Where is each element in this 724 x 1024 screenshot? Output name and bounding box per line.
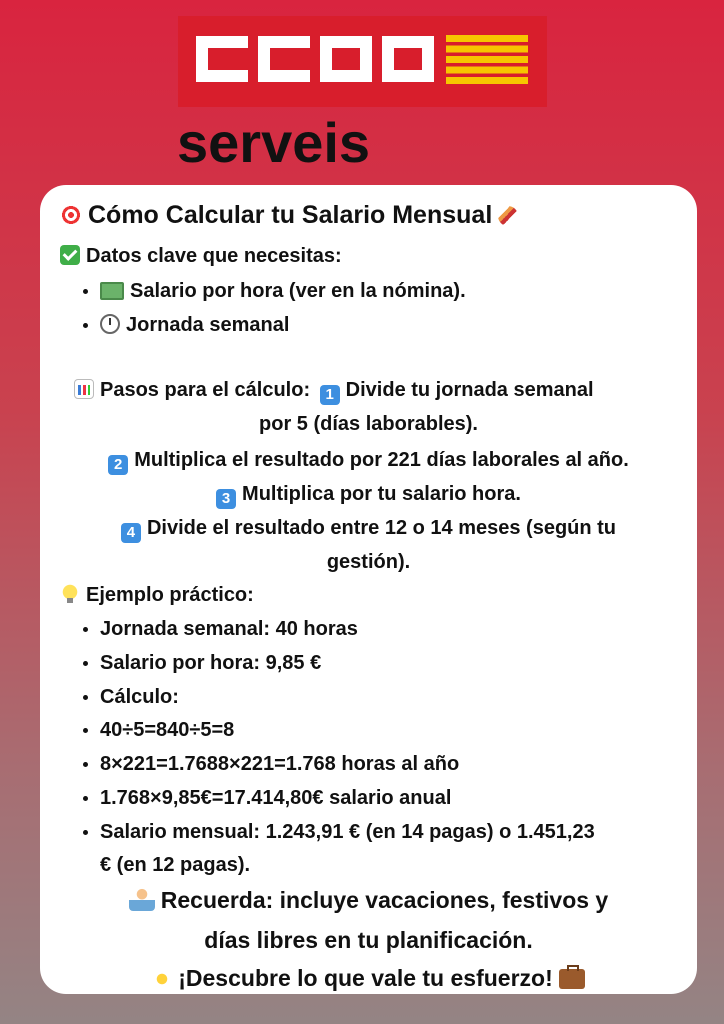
logo-letter-c2 (258, 36, 310, 82)
key-data-item (100, 278, 466, 304)
example-item: 8×221=1.7688×221=1.768 horas al año (100, 753, 460, 775)
step2-row (40, 447, 697, 475)
reminder-text-a: Recuerda: incluye vacaciones, festivos y (160, 887, 609, 913)
bulb-icon (60, 584, 80, 604)
example-item: Cálculo: (100, 686, 179, 708)
example-item-continued: € (en 12 pagas). (100, 854, 251, 876)
money-icon (100, 282, 124, 300)
person-laptop-icon (129, 887, 155, 911)
step3-text: Multiplica por tu salario hora. (242, 483, 521, 505)
senyera-flag-icon (446, 35, 528, 85)
key-data-heading-row (60, 243, 342, 269)
logo-letter-o2 (382, 36, 434, 82)
step-1-icon: 1 (320, 385, 340, 405)
example-heading: Ejemplo práctico: (86, 584, 254, 606)
key-data-heading: Datos clave que necesitas: (86, 245, 342, 267)
key-data-item (100, 312, 289, 338)
steps-intro-row (74, 377, 594, 405)
check-icon (60, 245, 80, 265)
logo-letter-c1 (196, 36, 248, 82)
reminder-row (40, 885, 697, 915)
step4-text-b: gestión). (326, 551, 411, 573)
step4-text-a: Divide el resultado entre 12 o 14 meses (según tu (146, 517, 617, 539)
sparkles-icon (152, 969, 172, 989)
key-data-item-label: Jornada semanal (126, 314, 290, 336)
target-icon (60, 204, 82, 226)
step1-text-a: Divide tu jornada semanal (345, 379, 594, 401)
step2-text: Multiplica el resultado por 221 días laborales al año. (134, 449, 629, 471)
serveis-title: serveis (177, 111, 371, 174)
example-item: Salario por hora: 9,85 € (100, 652, 322, 674)
key-data-item-label: Salario por hora (ver en la nómina). (130, 280, 466, 302)
step-4-icon: 4 (121, 523, 141, 543)
example-heading-row (60, 582, 254, 608)
step1-text-b: por 5 (días laborables). (259, 413, 478, 435)
step-3-icon: 3 (216, 489, 236, 509)
card-title: Cómo Calcular tu Salario Mensual (88, 201, 493, 229)
clock-icon (100, 314, 120, 334)
steps-intro: Pasos para el cálculo: (100, 379, 311, 401)
reminder-text-b: días libres en tu planificación. (204, 927, 533, 953)
example-item: 1.768×9,85€=17.414,80€ salario anual (100, 787, 452, 809)
info-card (40, 185, 697, 994)
step3-row (40, 481, 697, 509)
example-item: Salario mensual: 1.243,91 € (en 14 pagas) o 1.451,23 (100, 821, 595, 843)
closing-row (40, 963, 697, 993)
closing-text: ¡Descubre lo que vale tu esfuerzo! (178, 965, 553, 991)
example-item: 40÷5=840÷5=8 (100, 719, 235, 741)
rocket-icon (498, 206, 518, 226)
ccoo-logo (178, 16, 547, 107)
briefcase-icon (559, 969, 585, 989)
card-title-row (60, 199, 518, 231)
step-2-icon: 2 (108, 455, 128, 475)
example-item: Jornada semanal: 40 horas (100, 618, 358, 640)
step4-row (40, 515, 697, 543)
chart-icon (74, 379, 94, 399)
logo-letter-o1 (320, 36, 372, 82)
